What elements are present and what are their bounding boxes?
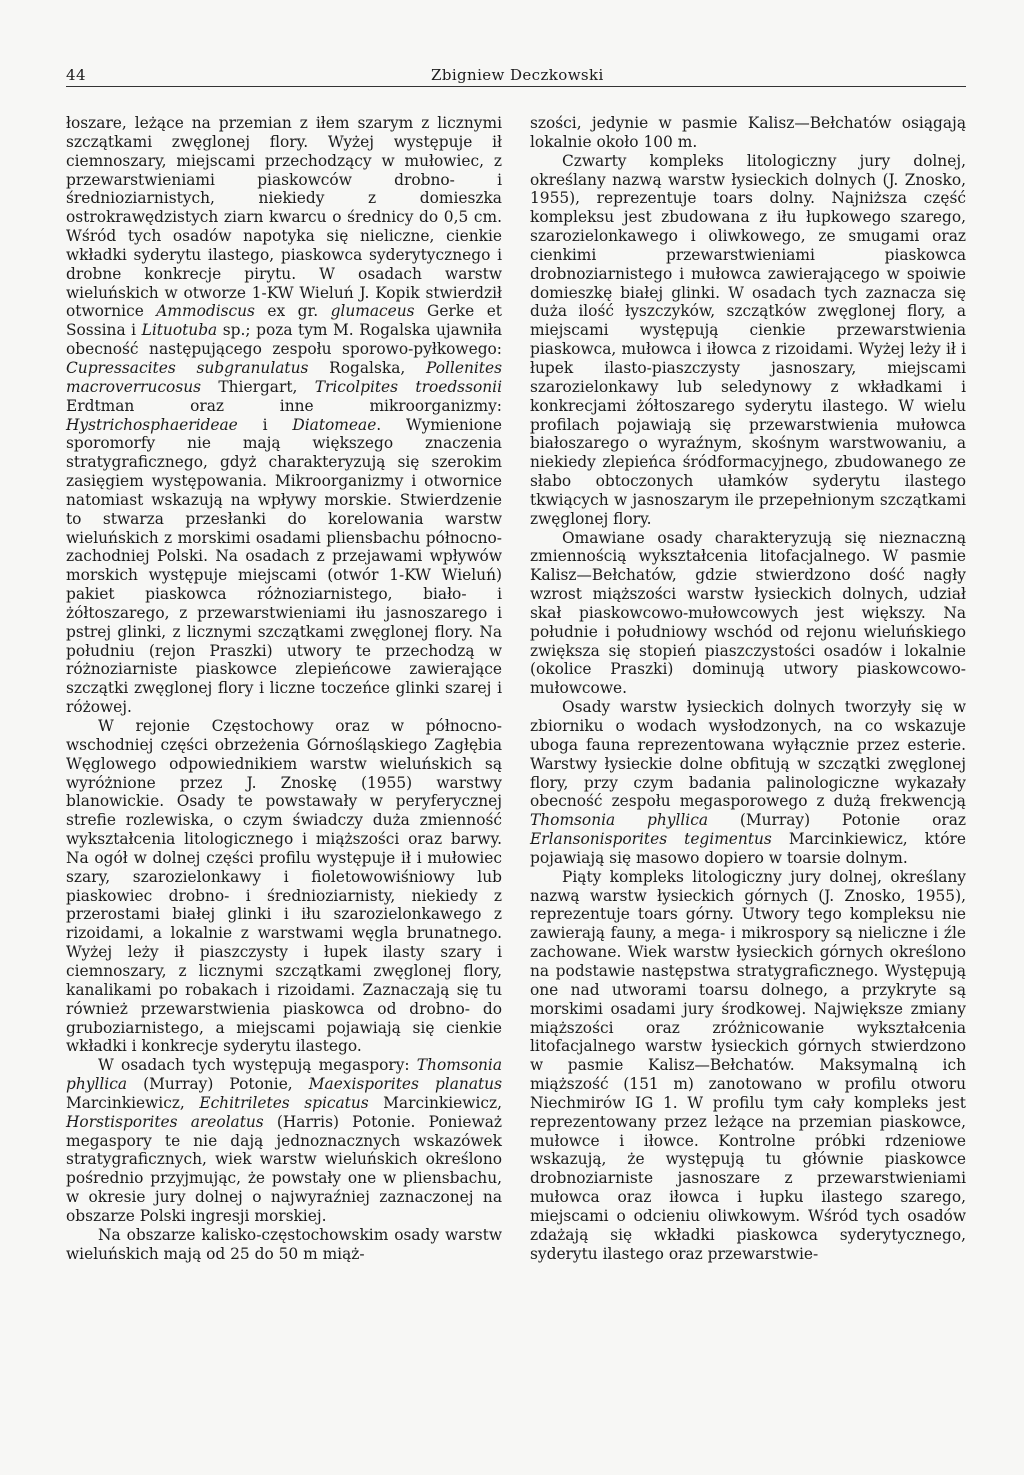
taxon-name: Erlansonisporites tegimentus bbox=[530, 830, 772, 849]
paragraph: W osadach tych występują megaspory: Thomsonia phyllica (Murray) Potonie, Maexisporites planatus Marcinkiewicz, Echitriletes spicatus Marcinkiewicz, Horstisporites areolatus (Harris) Potonie. Ponieważ megaspory te nie dają jednoznacznych wskazówek stratygraficznych, wiek warstw wieluńskich określono pośrednio przyjmując, że powstały one w pliensbachu, w okresie jury dolnej o najwyraźniej zaznaczonej na obszarze Polski ingresji morskiej. bbox=[66, 1056, 502, 1225]
taxon-name: Horstisporites areolatus bbox=[66, 1112, 264, 1131]
taxon-name: Diatomeae bbox=[292, 415, 377, 434]
taxon-name: Cupressacites subgranulatus bbox=[66, 358, 309, 377]
taxon-name: Echitriletes spicatus bbox=[199, 1093, 369, 1112]
paragraph: Omawiane osady charakteryzują się nieznaczną zmiennością wykształcenia litofacjalnego. W pasmie Kalisz—Bełchatów, gdzie stwierdzono dość nagły wzrost miąższości warstw łysieckich dolnych, udział skał piaskowcowo-mułowcowych jest większy. Na południe i południowy wschód od rejonu wieluńskiego zwiększa się stopień piaszczystości osadów i lokalnie (okolice Praszki) dominują utwory piaskowcowo-mułowcowe. bbox=[530, 528, 966, 698]
taxon-name: glumaceus bbox=[330, 302, 415, 321]
taxon-name: Thomsonia phyllica bbox=[66, 1056, 502, 1094]
paragraph: Czwarty kompleks litologiczny jury dolnej, określany nazwą warstw łysieckich dolnych (J. Znosko, 1955), reprezentuje toars dolny. Najniższa część kompleksu jest zbudowana z iłu łupkowego szarego, szarozielonkawego i oliwkowego, ze smugami oraz cienkimi przewarstwieniami piaskowca drobnoziarnistego i mułowca zawierającego w spoiwie domieszkę białej glinki. W osadach tych zaznacza się duża ilość łyszczyków, szczątków zwęglonej flory, a miejscami występują cienkie przewarstwienia piaskowca, mułowca i iłowca z rizoidami. Wyżej leży ił i łupek ilasto-piaszczysty jasnoszary, miejscami szarozielonkawy lub seledynowy z wkładkami i konkrecjami żółtoszarego syderytu ilastego. W wielu profilach pojawiają się przewarstwienia mułowca białoszarego o wyraźnym, skośnym warstwowaniu, a niekiedy zlepieńca śródformacyjnego, zbudowanego ze słabo obtoczonych ułamków syderytu ilastego tkwiących w jasnoszarym ile przepełnionym szczątkami zwęglonej flory. bbox=[530, 151, 966, 528]
text-column-right bbox=[530, 114, 966, 1263]
paragraph: Osady warstw łysieckich dolnych tworzyły się w zbiorniku o wodach wysłodzonych, na co wskazuje uboga fauna reprezentowana wyłącznie przez esterie. Warstwy łysieckie dolne obfitują w szczątki zwęglonej flory, przy czym badania palinologiczne wykazały obecność zespołu megasporowego z dużą frekwencją Thomsonia phyllica (Murray) Potonie oraz Erlansonisporites tegimentus Marcinkiewicz, które pojawiają się masowo dopiero w toarsie dolnym. bbox=[530, 698, 966, 867]
taxon-name: Hystrichosphaerideae bbox=[66, 415, 238, 434]
taxon-name: Thomsonia phyllica bbox=[530, 811, 709, 830]
taxon-name: Lituotuba bbox=[141, 321, 218, 340]
taxon-name: Maexisporites planatus bbox=[308, 1075, 502, 1094]
taxon-name: Pollenites macroverrucosus bbox=[66, 358, 502, 396]
paragraph: W rejonie Częstochowy oraz w północno-wschodniej części obrzeżenia Górnośląskiego Zagłębia Węglowego odpowiednikiem warstw wieluńskich są wyróżnione przez J. Znoskę (1955) warstwy blanowickie. Osady te powstawały w peryferycznej strefie rozlewiska, o czym świadczy duża zmienność wykształcenia litologicznego i miąższości oraz barwy. Na ogół w dolnej części profilu występuje ił i mułowiec szary, szarozielonkawy i fioletowowiśniowy lub piaskowiec drobno- i średnioziarnisty, niekiedy z przerostami białej glinki i iłu szarozielonkawego z rizoidami, a lokalnie z warstwami węgla brunatnego. Wyżej leży ił piaszczysty i łupek ilasty szary i ciemnoszary, z licznymi szczątkami zwęglonej flory, kanalikami po robakach i rizoidami. Zaznaczają się tu również przewarstwienia piaskowca od drobno- do gruboziarnistego, a miejscami pojawiają się cienkie wkładki i konkrecje syderytu ilastego. bbox=[66, 717, 502, 1056]
paragraph: Piąty kompleks litologiczny jury dolnej, określany nazwą warstw łysieckich górnych (J. Znosko, 1955), reprezentuje toars górny. Utwory tego kompleksu nie zawierają fauny, a mega- i mikrospory są nieliczne i źle zachowane. Wiek warstw łysieckich górnych określono na podstawie następstwa stratygraficznego. Występują one nad utworami toarsu dolnego, a przykryte są morskimi osadami jury środkowej. Największe zmiany miąższości oraz zróżnicowanie wykształcenia litofacjalnego warstw łysieckich górnych stwierdzono w pasmie Kalisz—Bełchatów. Maksymalną ich miąższość (151 m) zanotowano w profilu otworu Niechmirów IG 1. W profilu tym cały kompleks jest reprezentowany przez leżące na przemian piaskowce, mułowce i iłowce. Kontrolne próbki rdzeniowe wskazują, że występują tu głównie piaskowce drobnoziarniste jasnoszare z przewarstwieniami mułowca oraz iłowca i łupku ilastego szarego, miejscami o odcieniu oliwkowym. Wśród tych osadów zdażają się wkładki piaskowca syderytycznego, syderytu ilastego oraz przewarstwie- bbox=[530, 867, 966, 1263]
paragraph: szości, jedynie w pasmie Kalisz—Bełchatów osiągają lokalnie około 100 m. bbox=[530, 114, 966, 151]
taxon-name: Tricolpites troedssonii bbox=[314, 377, 502, 396]
page-number: 44 bbox=[66, 66, 86, 84]
taxon-name: Ammodiscus bbox=[156, 302, 255, 321]
page-header bbox=[66, 64, 966, 87]
paragraph: Na obszarze kalisko-częstochowskim osady warstw wieluńskich mają od 25 do 50 m miąż- bbox=[66, 1225, 502, 1263]
running-head-author: Zbigniew Deczkowski bbox=[431, 66, 604, 84]
text-column-left bbox=[66, 114, 502, 1263]
paragraph: łoszare, leżące na przemian z iłem szarym z licznymi szczątkami zwęglonej flory. Wyżej występuje ił ciemnoszary, miejscami przechodzący w mułowiec, z przewarstwieniami piaskowców drobno- i średnioziarnistych, niekiedy z domieszka ostrokrawędzistych ziarn kwarcu o średnicy do 0,5 cm. Wśród tych osadów napotyka się nieliczne, cienkie wkładki syderytu ilastego, piaskowca syderytycznego i drobne konkrecje pirytu. W osadach warstw wieluńskich w otworze 1-KW Wieluń J. Kopik stwierdził otwornice Ammodiscus ex gr. glumaceus Gerke et Sossina i Lituotuba sp.; poza tym M. Rogalska ujawniła obecność następującego zespołu sporowo-pyłkowego: Cupressacites subgranulatus Rogalska, Pollenites macroverrucosus Thiergart, Tricolpites troedssonii Erdtman oraz inne mikroorganizmy: Hystrichosphaerideae i Diatomeae. Wymienione sporomorfy nie mają większego znaczenia stratygraficznego, gdyż charakteryzują się szerokim zasięgiem występowania. Mikroorganizmy i otwornice natomiast wskazują na wpływy morskie. Stwierdzenie to stwarza przesłanki do korelowania warstw wieluńskich z morskimi osadami pliensbachu północno-zachodniej Polski. Na osadach z przejawami wpływów morskich występuje miejscami (otwór 1-KW Wieluń) pakiet piaskowca różnoziarnistego, biało- i żółtoszarego, z przewarstwieniami iłu jasnoszarego i pstrej glinki, z licznymi szczątkami zwęglonej flory. Na południu (rejon Praszki) utwory te przechodzą w różnoziarniste piaskowce zlepieńcowe zawierające szczątki zwęglonej flory i liczne toczeńce glinki szarej i różowej. bbox=[66, 114, 502, 717]
